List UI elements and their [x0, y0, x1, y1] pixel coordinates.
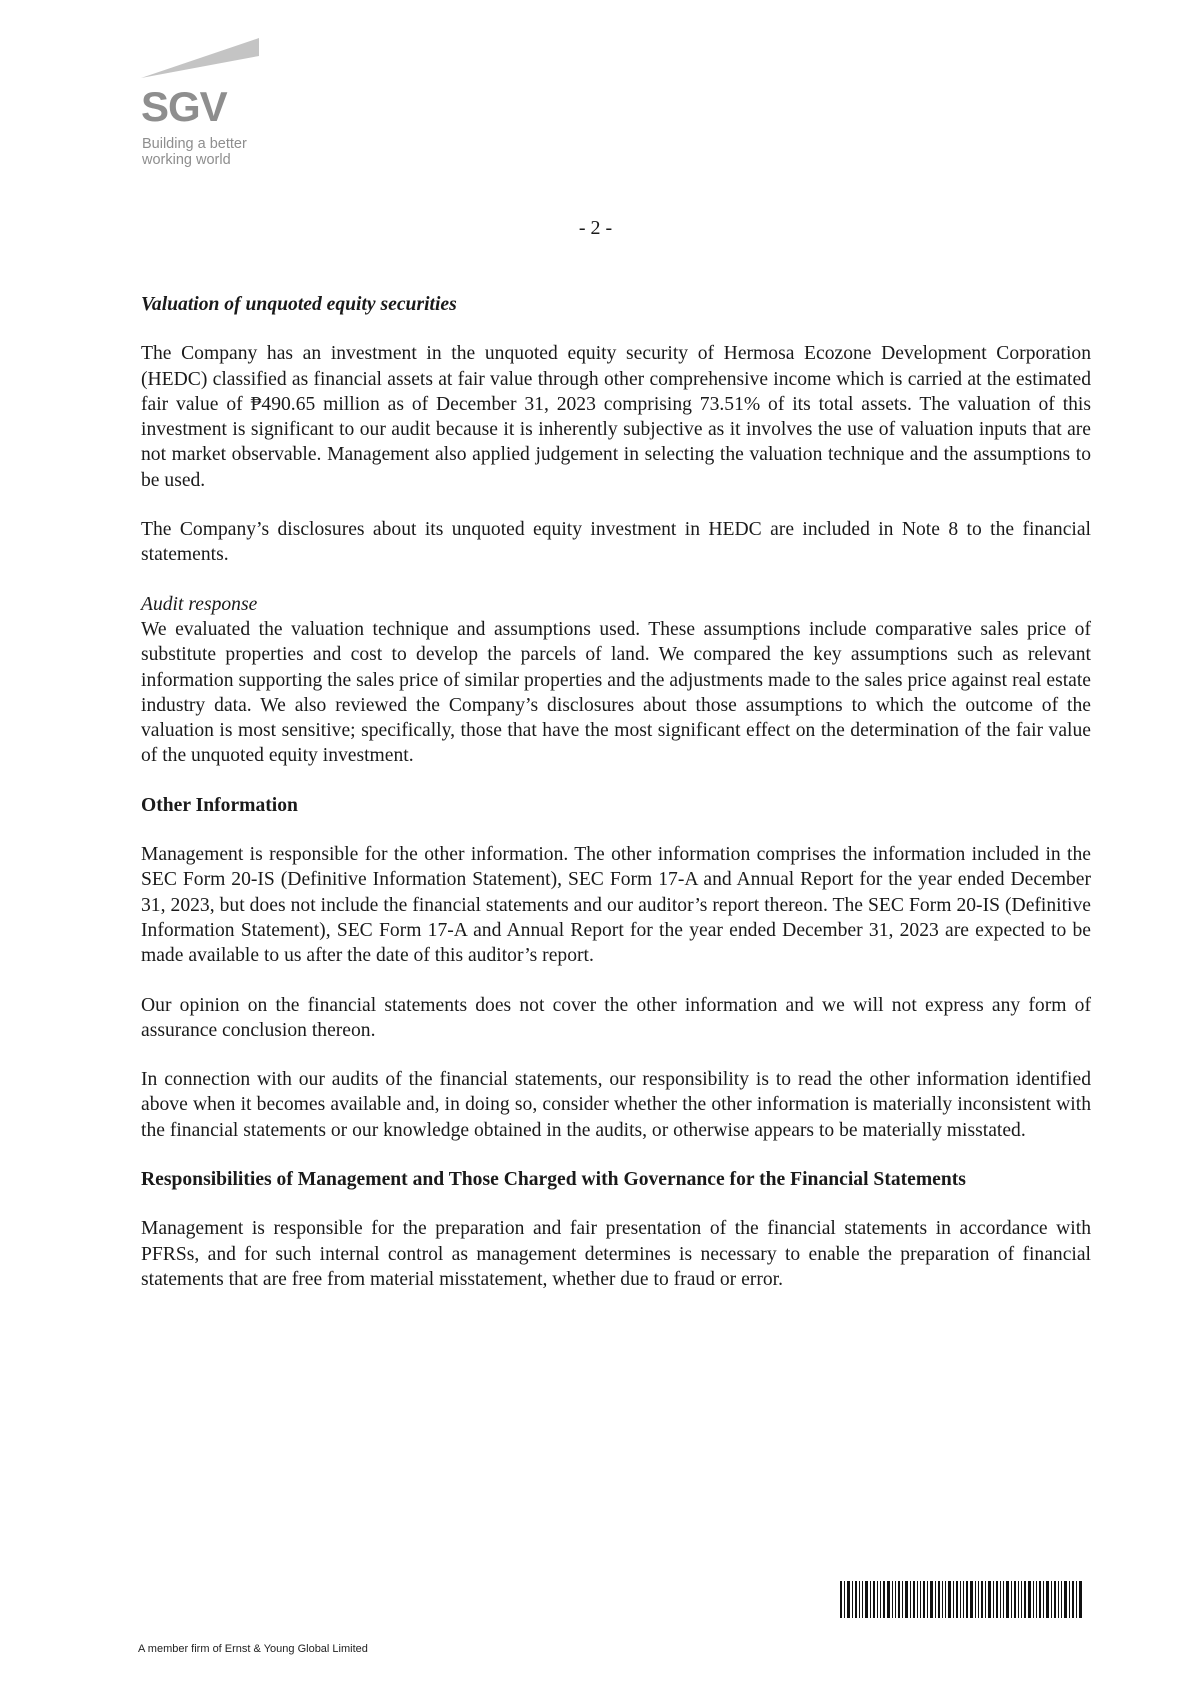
footer-note: A member firm of Ernst & Young Global Limited: [138, 1643, 368, 1655]
report-body: [141, 292, 1091, 1316]
logo-wordmark: SGV: [141, 83, 227, 130]
valuation-paragraph-1: The Company has an investment in the unquoted equity security of Hermosa Ecozone Development Corporation (HEDC) classified as financial assets at fair value through other comprehensive income which is carried at the estimated fair value of ₱490.65 million as of December 31, 2023 comprising 73.51% of its total assets. The valuation of this investment is significant to our audit because it is inherently subjective as it involves the use of valuation inputs that are not market observable. Management also applied judgement in selecting the valuation technique and the assumptions to be used.: [141, 343, 1091, 491]
other-information-heading: Other Information: [141, 794, 298, 816]
other-information-paragraph-2: Our opinion on the financial statements does not cover the other information and we will not express any form of assurance conclusion thereon.: [141, 994, 1091, 1041]
page-number: - 2 -: [578, 217, 613, 239]
valuation-heading: Valuation of unquoted equity securities: [141, 294, 457, 315]
other-information-paragraph-3: In connection with our audits of the financial statements, our responsibility is to read the other information identified above when it becomes available and, in doing so, consider whether the other information is materially inconsistent with the financial statements or our knowledge obtained in the audits, or otherwise appears to be materially misstated.: [141, 1069, 1091, 1141]
other-information-paragraph-1: Management is responsible for the other information. The other information comprises the information included in the SEC Form 20-IS (Definitive Information Statement), SEC Form 17-A and Annual Report for the year ended December 31, 2023, but does not include the financial statements and our auditor’s report thereon. The SEC Form 20-IS (Definitive Information Statement), SEC Form 17-A and Annual Report for the year ended December 31, 2023 are expected to be made available to us after the date of this auditor’s report.: [141, 844, 1091, 967]
logo-tagline: Building a better working world: [142, 136, 247, 168]
barcode-icon: [840, 1581, 1082, 1618]
audit-response-label: Audit response: [141, 593, 258, 615]
sgv-logo: [141, 36, 281, 172]
audit-response-text: We evaluated the valuation technique and assumptions used. These assumptions include comparative sales price of substitute properties and cost to develop the parcels of land. We compared the key assumptions such as relevant information supporting the sales price of similar properties and the adjustments made to the sales price against real estate industry data. We also reviewed the Company’s disclosures about those assumptions to which the outcome of the valuation is most sensitive; specifically, those that have the most significant effect on the determination of the fair value of the unquoted equity investment.: [141, 618, 1091, 767]
logo-wedge-icon: [141, 36, 259, 80]
valuation-paragraph-2: The Company’s disclosures about its unquoted equity investment in HEDC are included in Note 8 to the financial statements.: [141, 519, 1091, 566]
audit-response-block: [141, 592, 1091, 769]
responsibilities-paragraph-1: Management is responsible for the preparation and fair presentation of the financial statements in accordance with PFRSs, and for such internal control as management determines is necessary to enable the preparation of financial statements that are free from material misstatement, whether due to fraud or error.: [141, 1218, 1091, 1290]
responsibilities-heading: Responsibilities of Management and Those Charged with Governance for the Financial Statements: [141, 1169, 966, 1191]
